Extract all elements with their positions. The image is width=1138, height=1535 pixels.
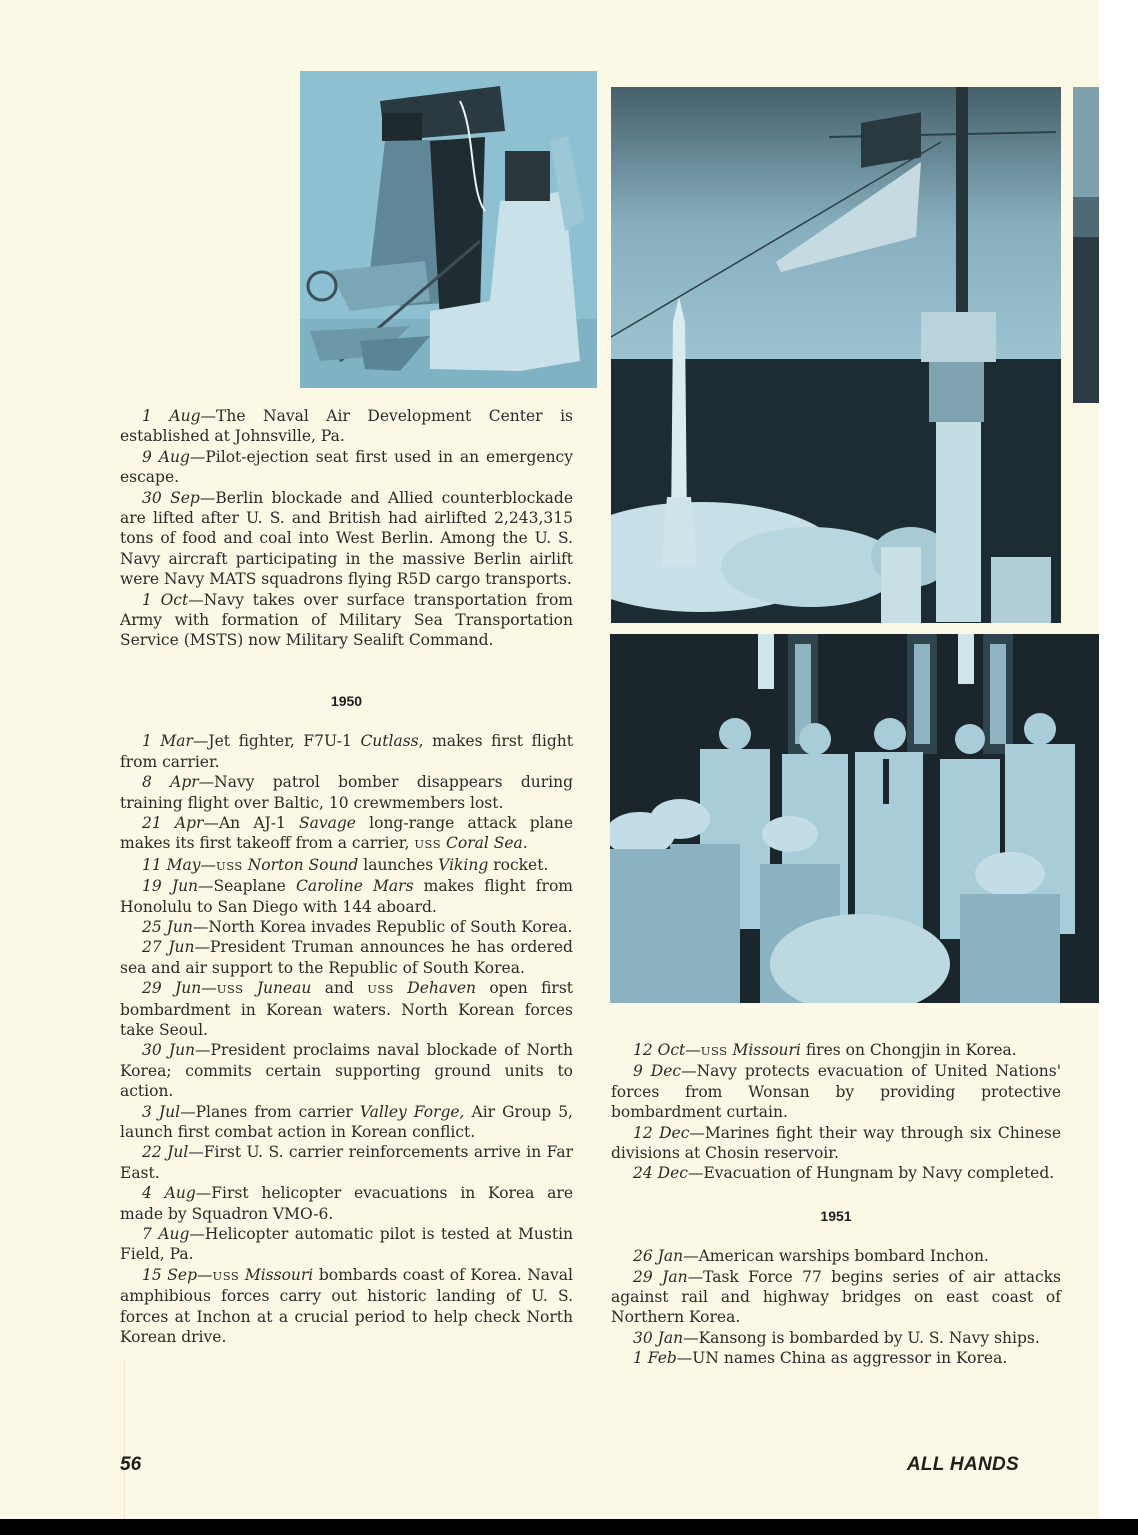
chronology-entry: 30 Sep—Berlin blockade and Allied counterblockade are lifted after U. S. and British had airlifted 2,243,315 tons of food and coal into West Berlin. Among the U. S. Navy aircraft participating in the massive Berlin airlift were Navy MATS squadrons flying R5D cargo transports. — [120, 488, 573, 589]
photo-officers-korea — [610, 634, 1099, 1003]
chronology-entry: 30 Jun—President proclaims naval blockade of North Korea; commits certain supporting ground units to action. — [120, 1041, 573, 1101]
chronology-entry: 3 Jul—Planes from carrier Valley Forge, Air Group 5, launch first combat action in Korean conflict. — [120, 1102, 573, 1141]
chronology-entry: 27 Jun—President Truman announces he has ordered sea and air support to the Republic of South Korea. — [120, 938, 573, 977]
chronology-entry: 25 Jun—North Korea invades Republic of South Korea. — [142, 917, 573, 936]
chronology-entry: 29 Jun—USS Juneau and USS Dehaven open first bombardment in Korean waters. North Korean forces take Seoul. — [120, 979, 573, 1039]
chronology-entry: 4 Aug—First helicopter evacuations in Korea are made by Squadron VMO-6. — [120, 1184, 573, 1223]
ejection-seat-image — [300, 71, 597, 388]
chronology-entry: 7 Aug—Helicopter automatic pilot is tested at Mustin Field, Pa. — [120, 1225, 574, 1264]
photo-ejection-seat — [300, 71, 597, 388]
left-text-column — [120, 406, 573, 1347]
chronology-entry: 9 Aug—Pilot-ejection seat first used in an emergency escape. — [120, 447, 573, 487]
chronology-entry: 21 Apr—An AJ-1 Savage long-range attack plane makes its first takeoff from a carrier, USS Coral Sea. — [120, 813, 573, 853]
viking-launch-image — [611, 87, 1061, 623]
year-heading-1950: 1950 — [330, 692, 363, 709]
chronology-entry: 12 Dec—Marines fight their way through six Chinese divisions at Chosin reservoir. — [611, 1123, 1062, 1163]
photo-edge-partial — [1073, 87, 1099, 403]
chronology-entry: 24 Dec—Evacuation of Hungnam by Navy completed. — [633, 1164, 1055, 1183]
scan-border — [0, 1519, 1138, 1535]
chronology-entry: 22 Jul—First U. S. carrier reinforcements arrive in Far East. — [120, 1143, 573, 1182]
chronology-entry: 1 Feb—UN names China as aggressor in Korea. — [633, 1349, 1008, 1368]
edge-photo-image — [1073, 87, 1099, 403]
page-number: 56 — [120, 1454, 142, 1475]
chronology-entry: 15 Sep—USS Missouri bombards coast of Korea. Naval amphibious forces carry out historic landing of U. S. forces at Inchon at a crucial period to help check North Korean drive. — [120, 1265, 574, 1347]
year-heading-1951: 1951 — [820, 1207, 852, 1224]
magazine-title: ALL HANDS — [906, 1454, 1019, 1475]
officers-korea-image — [610, 634, 1099, 1003]
chronology-entry: 1 Oct—Navy takes over surface transportation from Army with formation of Military Sea Transportation Service (MSTS) now Military Sealift Command. — [120, 590, 573, 650]
chronology-entry: 30 Jan—Kansong is bombarded by U. S. Navy ships. — [633, 1328, 1040, 1347]
chronology-entry: 11 May—USS Norton Sound launches Viking rocket. — [142, 855, 549, 874]
chronology-entry: 12 Oct—USS Missouri fires on Chongjin in Korea. — [633, 1041, 1017, 1059]
photo-viking-launch — [611, 87, 1061, 623]
chronology-entry: 1 Aug—The Naval Air Development Center is established at Johnsville, Pa. — [120, 407, 574, 446]
chronology-entry: 9 Dec—Navy protects evacuation of United Nations' forces from Wonsan by providing protective bombardment curtain. — [611, 1062, 1061, 1122]
right-text-column — [611, 1040, 1061, 1369]
chronology-entry: 1 Mar—Jet fighter, F7U-1 Cutlass, makes first flight from carrier. — [120, 732, 573, 771]
chronology-entry: 19 Jun—Seaplane Caroline Mars makes flight from Honolulu to San Diego with 144 aboard. — [120, 877, 573, 916]
chronology-entry: 29 Jan—Task Force 77 begins series of air attacks against rail and highway bridges on east coast of Northern Korea. — [611, 1267, 1061, 1327]
chronology-entry: 8 Apr—Navy patrol bomber disappears during training flight over Baltic, 10 crewmembers lost. — [120, 773, 573, 812]
chronology-entry: 26 Jan—American warships bombard Inchon. — [633, 1247, 989, 1266]
page-fold-line — [124, 1360, 125, 1519]
